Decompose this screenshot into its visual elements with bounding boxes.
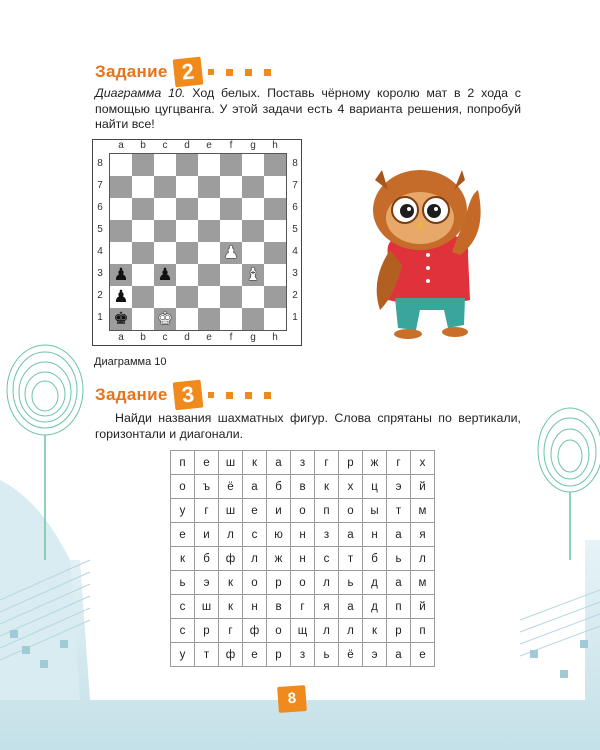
square-h8 [264, 154, 286, 176]
black-pawn-icon: ♟ [157, 265, 173, 285]
word-search-cell: э [363, 643, 387, 667]
word-search-cell: е [243, 643, 267, 667]
square-g4 [242, 242, 264, 264]
square-c3 [154, 264, 176, 286]
word-search-cell: л [315, 571, 339, 595]
square-c8 [154, 154, 176, 176]
square-h5 [264, 220, 286, 242]
square-d7 [176, 176, 198, 198]
word-search-cell: ь [171, 571, 195, 595]
word-search-cell: с [315, 547, 339, 571]
rank-label-8: 8 [97, 158, 103, 169]
word-search-cell: р [387, 619, 411, 643]
square-a4 [110, 242, 132, 264]
square-g3 [242, 264, 264, 286]
task-2-header [95, 58, 271, 86]
word-search-cell: к [219, 571, 243, 595]
square-b7 [132, 176, 154, 198]
word-search-row [171, 595, 435, 619]
word-search-cell: с [171, 595, 195, 619]
word-search-cell: л [411, 547, 435, 571]
rank-label-3: 3 [292, 268, 298, 279]
word-search-cell: к [219, 595, 243, 619]
square-h1 [264, 308, 286, 330]
square-e3 [198, 264, 220, 286]
square-b2 [132, 286, 154, 308]
word-search-cell: т [387, 499, 411, 523]
word-search-cell: у [171, 499, 195, 523]
file-label-g: g [250, 140, 256, 151]
task-2-body: Ход белых. Поставь чёрному королю мат в 2 хода с помощью цугцванга. У этой задачи есть 4 варианта решения, попробуй найти все! [95, 86, 522, 131]
decorative-dots [208, 69, 271, 76]
rank-label-1: 1 [292, 312, 298, 323]
square-a1 [110, 308, 132, 330]
word-search-cell: п [315, 499, 339, 523]
word-search-cell: ы [363, 499, 387, 523]
file-label-h: h [272, 140, 278, 151]
word-search-cell: а [339, 523, 363, 547]
word-search-cell: х [411, 451, 435, 475]
task-3-number: 3 [172, 380, 203, 411]
square-b3 [132, 264, 154, 286]
word-search-cell: б [267, 475, 291, 499]
square-a8 [110, 154, 132, 176]
task-2-number: 2 [172, 57, 203, 88]
page-number: 8 [277, 685, 307, 713]
rank-label-1: 1 [97, 312, 103, 323]
chess-board [109, 153, 287, 331]
file-label-c: c [162, 140, 168, 151]
word-search-cell: ш [219, 451, 243, 475]
square-h7 [264, 176, 286, 198]
word-search-cell: к [363, 619, 387, 643]
word-search-cell: ь [315, 643, 339, 667]
word-search-cell: а [267, 451, 291, 475]
square-e6 [198, 198, 220, 220]
word-search-cell: ж [267, 547, 291, 571]
black-pawn-icon: ♟ [113, 265, 129, 285]
square-d8 [176, 154, 198, 176]
word-search-cell: щ [291, 619, 315, 643]
word-search-cell: н [363, 523, 387, 547]
square-d4 [176, 242, 198, 264]
word-search-cell: х [339, 475, 363, 499]
rank-label-5: 5 [292, 224, 298, 235]
word-search-cell: ъ [195, 475, 219, 499]
square-b6 [132, 198, 154, 220]
square-d6 [176, 198, 198, 220]
word-search-cell: а [387, 523, 411, 547]
word-search-cell: ф [219, 547, 243, 571]
word-search-cell: д [363, 595, 387, 619]
word-search-cell: в [291, 475, 315, 499]
word-search-cell: р [339, 451, 363, 475]
word-search-cell: а [387, 571, 411, 595]
word-search-row [171, 643, 435, 667]
square-b5 [132, 220, 154, 242]
square-c7 [154, 176, 176, 198]
file-label-c: c [162, 332, 168, 343]
white-pawn-icon: ♟ [223, 243, 239, 263]
word-search-cell: е [411, 643, 435, 667]
square-f4 [220, 242, 242, 264]
word-search-cell: т [195, 643, 219, 667]
word-search-row [171, 619, 435, 643]
task-2-label: Задание [95, 62, 168, 81]
word-search-row [171, 523, 435, 547]
word-search-cell: ф [219, 643, 243, 667]
square-e4 [198, 242, 220, 264]
black-king-icon: ♚ [113, 309, 129, 329]
task-3-text: Найди названия шахматных фигур. Слова спрятаны по вертикали, горизонтали и диагонали. [95, 411, 521, 441]
word-search-cell: о [267, 619, 291, 643]
word-search-cell: р [267, 643, 291, 667]
word-search-cell: л [219, 523, 243, 547]
file-label-a: a [118, 332, 124, 343]
word-search-cell: и [267, 499, 291, 523]
word-search-cell: ё [339, 643, 363, 667]
file-label-a: a [118, 140, 124, 151]
square-h4 [264, 242, 286, 264]
square-d2 [176, 286, 198, 308]
rank-label-4: 4 [97, 246, 103, 257]
square-a3 [110, 264, 132, 286]
square-f1 [220, 308, 242, 330]
rank-label-6: 6 [97, 202, 103, 213]
word-search-cell: ш [195, 595, 219, 619]
rank-label-7: 7 [292, 180, 298, 191]
owl-illustration [360, 160, 495, 345]
word-search-cell: л [339, 619, 363, 643]
word-search-cell: е [171, 523, 195, 547]
rank-label-7: 7 [97, 180, 103, 191]
square-h6 [264, 198, 286, 220]
word-search-cell: н [291, 547, 315, 571]
task-3-header [95, 381, 271, 409]
word-search-cell: д [363, 571, 387, 595]
word-search-cell: а [387, 643, 411, 667]
word-search-cell: г [195, 499, 219, 523]
file-label-e: e [206, 140, 212, 151]
square-a5 [110, 220, 132, 242]
word-search-cell: к [171, 547, 195, 571]
word-search-cell: э [195, 571, 219, 595]
word-search-cell: ь [387, 547, 411, 571]
word-search-cell: б [195, 547, 219, 571]
word-search-cell: я [411, 523, 435, 547]
file-label-f: f [229, 140, 233, 151]
rank-label-3: 3 [97, 268, 103, 279]
word-search-cell: а [339, 595, 363, 619]
word-search-cell: е [195, 451, 219, 475]
word-search-cell: п [387, 595, 411, 619]
word-search-cell: ш [219, 499, 243, 523]
square-e5 [198, 220, 220, 242]
word-search-row [171, 499, 435, 523]
square-c5 [154, 220, 176, 242]
square-f7 [220, 176, 242, 198]
rank-label-2: 2 [292, 290, 298, 301]
file-label-d: d [184, 140, 190, 151]
word-search-row [171, 571, 435, 595]
task-2-text [95, 86, 521, 133]
file-label-b: b [140, 140, 146, 151]
word-search-cell: в [267, 595, 291, 619]
word-search-cell: р [195, 619, 219, 643]
word-search-cell: с [171, 619, 195, 643]
word-search-cell: и [195, 523, 219, 547]
word-search-cell: г [315, 451, 339, 475]
word-search-cell: б [363, 547, 387, 571]
word-search-cell: м [411, 499, 435, 523]
file-label-h: h [272, 332, 278, 343]
word-search-grid [170, 450, 435, 667]
task-3-label: Задание [95, 385, 168, 404]
file-label-e: e [206, 332, 212, 343]
file-label-f: f [229, 332, 233, 343]
square-g1 [242, 308, 264, 330]
word-search-cell: о [291, 571, 315, 595]
square-e8 [198, 154, 220, 176]
word-search-cell: л [243, 547, 267, 571]
white-bishop-icon: ♝ [245, 265, 261, 285]
square-b4 [132, 242, 154, 264]
square-e2 [198, 286, 220, 308]
rank-label-6: 6 [292, 202, 298, 213]
square-b8 [132, 154, 154, 176]
square-b1 [132, 308, 154, 330]
diagram-reference: Диаграмма 10. [95, 86, 186, 100]
word-search-cell: ь [339, 571, 363, 595]
word-search-cell: м [411, 571, 435, 595]
word-search-cell: ц [363, 475, 387, 499]
square-f6 [220, 198, 242, 220]
rank-label-8: 8 [292, 158, 298, 169]
square-d3 [176, 264, 198, 286]
word-search-cell: з [315, 523, 339, 547]
word-search-cell: ж [363, 451, 387, 475]
word-search-cell: й [411, 475, 435, 499]
white-king-icon: ♚ [157, 309, 173, 329]
file-label-g: g [250, 332, 256, 343]
rank-label-4: 4 [292, 246, 298, 257]
word-search-cell: о [171, 475, 195, 499]
rank-label-5: 5 [97, 224, 103, 235]
rank-label-2: 2 [97, 290, 103, 301]
word-search-cell: о [243, 571, 267, 595]
square-a7 [110, 176, 132, 198]
square-f2 [220, 286, 242, 308]
square-d5 [176, 220, 198, 242]
square-a2 [110, 286, 132, 308]
square-g8 [242, 154, 264, 176]
file-label-b: b [140, 332, 146, 343]
word-search-cell: о [291, 499, 315, 523]
square-c4 [154, 242, 176, 264]
word-search-cell: а [243, 475, 267, 499]
square-e1 [198, 308, 220, 330]
word-search-cell: с [243, 523, 267, 547]
file-label-d: d [184, 332, 190, 343]
black-pawn-icon: ♟ [113, 287, 129, 307]
word-search-cell: я [315, 595, 339, 619]
word-search-cell: о [339, 499, 363, 523]
word-search-cell: е [243, 499, 267, 523]
word-search-row [171, 475, 435, 499]
square-f5 [220, 220, 242, 242]
word-search-cell: р [267, 571, 291, 595]
square-g7 [242, 176, 264, 198]
square-f3 [220, 264, 242, 286]
word-search-cell: ё [219, 475, 243, 499]
word-search-cell: н [243, 595, 267, 619]
square-g6 [242, 198, 264, 220]
word-search-cell: з [291, 643, 315, 667]
word-search-cell: г [219, 619, 243, 643]
word-search-cell: т [339, 547, 363, 571]
square-d1 [176, 308, 198, 330]
word-search-cell: п [411, 619, 435, 643]
word-search-cell: у [171, 643, 195, 667]
word-search-row [171, 451, 435, 475]
word-search-cell: н [291, 523, 315, 547]
word-search-row [171, 547, 435, 571]
square-h2 [264, 286, 286, 308]
square-c1 [154, 308, 176, 330]
square-e7 [198, 176, 220, 198]
square-h3 [264, 264, 286, 286]
square-c6 [154, 198, 176, 220]
word-search-cell: й [411, 595, 435, 619]
word-search-cell: п [171, 451, 195, 475]
word-search-cell: к [315, 475, 339, 499]
word-search-cell: з [291, 451, 315, 475]
word-search-cell: г [291, 595, 315, 619]
diagram-caption: Диаграмма 10 [94, 356, 167, 368]
word-search-cell: г [387, 451, 411, 475]
square-g5 [242, 220, 264, 242]
word-search-cell: э [387, 475, 411, 499]
word-search-cell: л [315, 619, 339, 643]
square-a6 [110, 198, 132, 220]
square-f8 [220, 154, 242, 176]
square-g2 [242, 286, 264, 308]
word-search-cell: к [243, 451, 267, 475]
word-search-cell: ф [243, 619, 267, 643]
square-c2 [154, 286, 176, 308]
word-search-cell: ю [267, 523, 291, 547]
decorative-dots [208, 392, 271, 399]
